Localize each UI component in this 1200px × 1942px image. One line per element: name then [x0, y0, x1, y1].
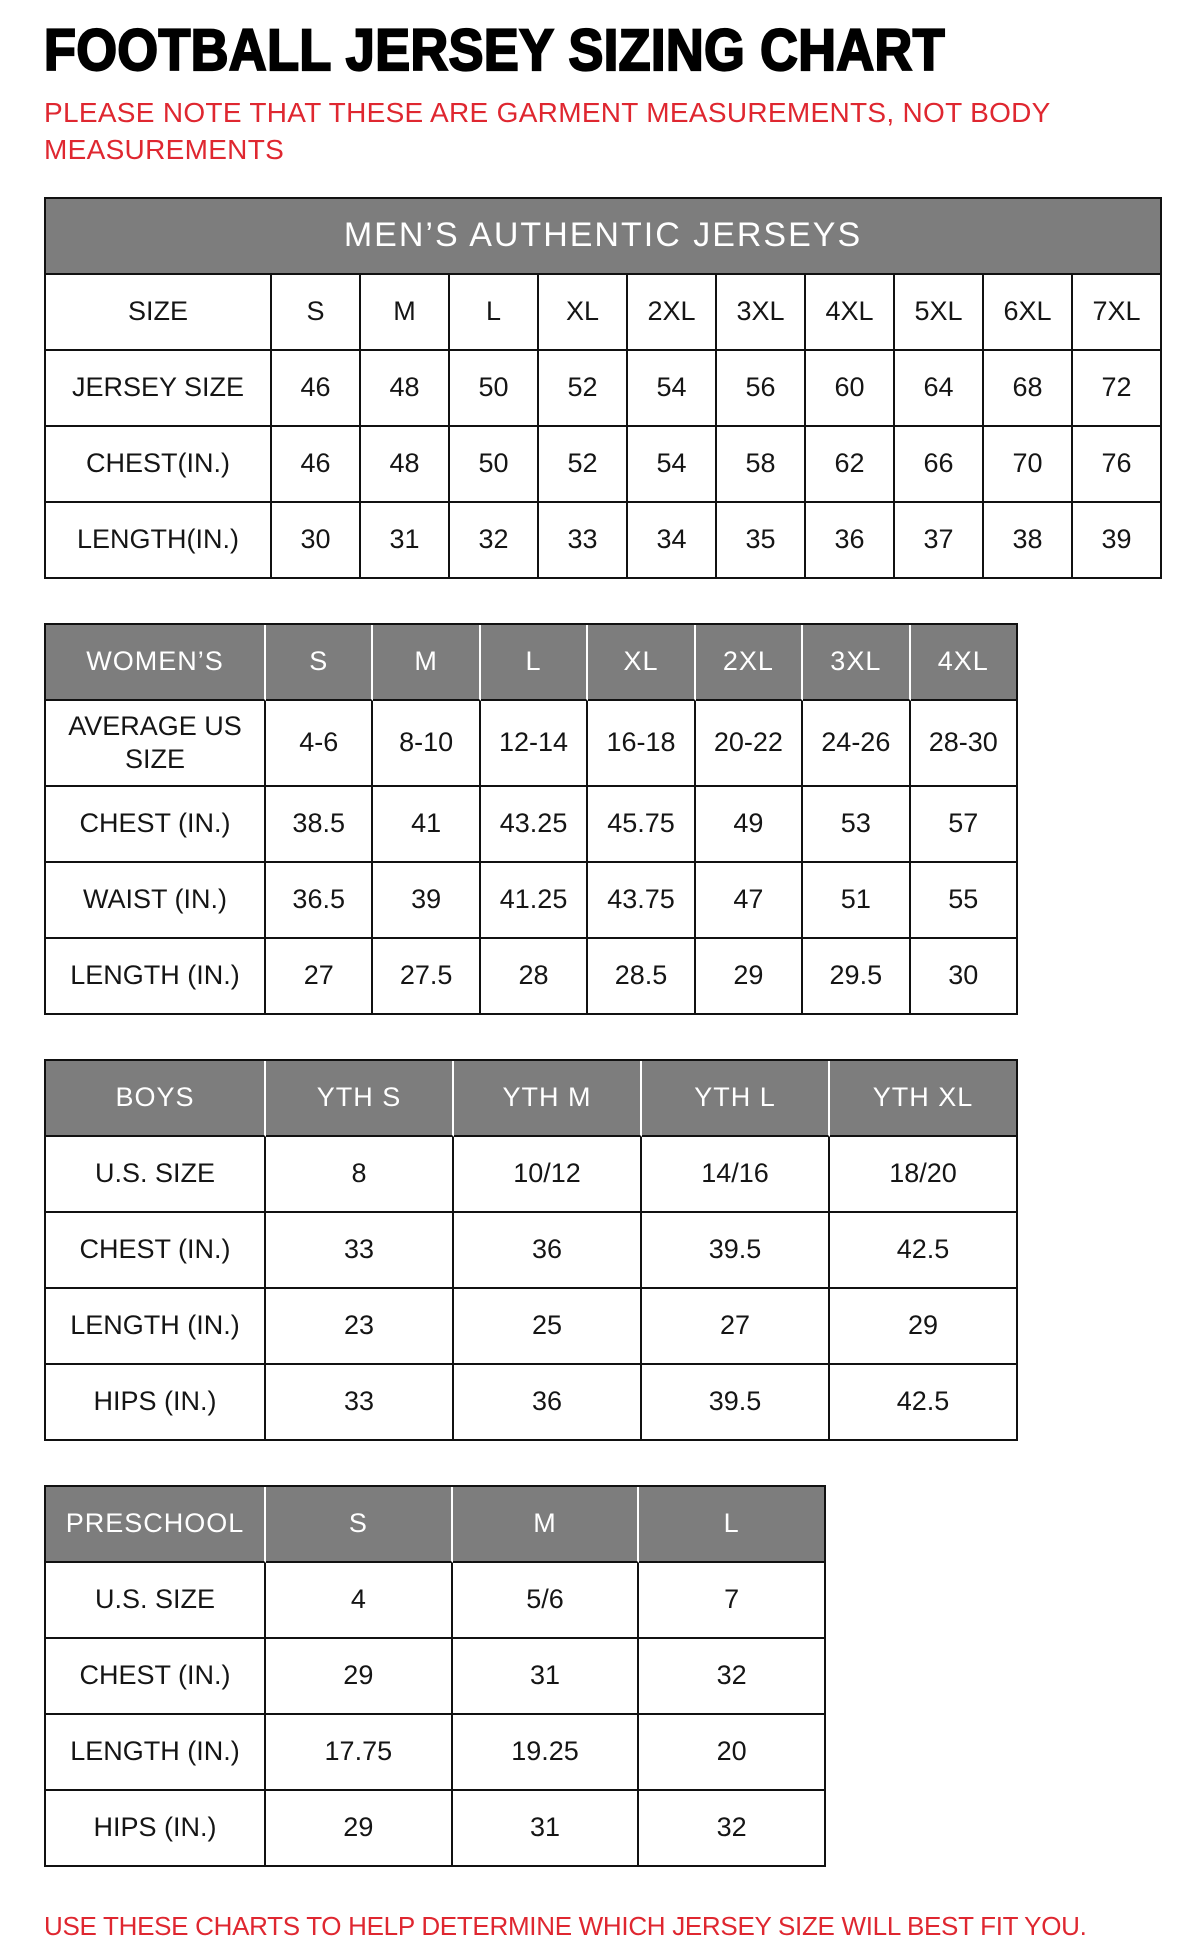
value-cell: 7: [639, 1563, 826, 1639]
value-cell: 10/12: [454, 1137, 642, 1213]
value-cell: 70: [984, 427, 1073, 503]
size-header-cell: 2XL: [628, 275, 717, 351]
table-row: [46, 1289, 1018, 1365]
value-cell: 64: [895, 351, 984, 427]
size-header-cell: 6XL: [984, 275, 1073, 351]
table-row: [46, 1137, 1018, 1213]
preschool-header-label: PRESCHOOL: [46, 1487, 266, 1563]
page-title: FOOTBALL JERSEY SIZING CHART: [44, 18, 946, 83]
size-header-cell: L: [639, 1487, 826, 1563]
value-cell: 39.5: [642, 1365, 830, 1441]
table-row: [46, 787, 1018, 863]
table-row: [46, 1365, 1018, 1441]
value-cell: 4: [266, 1563, 453, 1639]
value-cell: 37: [895, 503, 984, 579]
value-cell: 51: [803, 863, 910, 939]
row-label: U.S. SIZE: [46, 1137, 266, 1213]
value-cell: 38.5: [266, 787, 373, 863]
value-cell: 32: [450, 503, 539, 579]
boys-header-label: BOYS: [46, 1061, 266, 1137]
value-cell: 45.75: [588, 787, 695, 863]
size-header-cell: YTH XL: [830, 1061, 1018, 1137]
value-cell: 14/16: [642, 1137, 830, 1213]
size-header-cell: S: [266, 625, 373, 701]
table-row: [46, 1715, 826, 1791]
row-label: CHEST(IN.): [46, 427, 272, 503]
value-cell: 27.5: [373, 939, 480, 1015]
value-cell: 8-10: [373, 701, 480, 787]
mens-table-title: MEN’S AUTHENTIC JERSEYS: [46, 199, 1162, 275]
row-label: HIPS (IN.): [46, 1365, 266, 1441]
row-label: CHEST (IN.): [46, 1639, 266, 1715]
value-cell: 55: [911, 863, 1018, 939]
table-header-row: [46, 1487, 826, 1563]
value-cell: 28.5: [588, 939, 695, 1015]
value-cell: 72: [1073, 351, 1162, 427]
value-cell: 39: [1073, 503, 1162, 579]
value-cell: 50: [450, 351, 539, 427]
row-label: U.S. SIZE: [46, 1563, 266, 1639]
value-cell: 46: [272, 351, 361, 427]
size-header-cell: YTH S: [266, 1061, 454, 1137]
value-cell: 18/20: [830, 1137, 1018, 1213]
row-label: LENGTH (IN.): [46, 1715, 266, 1791]
value-cell: 8: [266, 1137, 454, 1213]
value-cell: 28-30: [911, 701, 1018, 787]
value-cell: 35: [717, 503, 806, 579]
row-label: HIPS (IN.): [46, 1791, 266, 1867]
value-cell: 43.75: [588, 863, 695, 939]
value-cell: 32: [639, 1639, 826, 1715]
table-row: [46, 939, 1018, 1015]
size-header-cell: M: [453, 1487, 640, 1563]
value-cell: 16-18: [588, 701, 695, 787]
womens-sizing-table: [44, 623, 1018, 1015]
value-cell: 39: [373, 863, 480, 939]
value-cell: 29: [266, 1791, 453, 1867]
table-title-row: [46, 199, 1162, 275]
value-cell: 31: [453, 1791, 640, 1867]
size-header-cell: YTH L: [642, 1061, 830, 1137]
value-cell: 66: [895, 427, 984, 503]
value-cell: 17.75: [266, 1715, 453, 1791]
value-cell: 76: [1073, 427, 1162, 503]
size-header-cell: M: [373, 625, 480, 701]
size-header-cell: 5XL: [895, 275, 984, 351]
value-cell: 23: [266, 1289, 454, 1365]
value-cell: 54: [628, 351, 717, 427]
row-label: LENGTH (IN.): [46, 1289, 266, 1365]
mens-header-label: SIZE: [46, 275, 272, 351]
size-header-cell: 4XL: [911, 625, 1018, 701]
table-row: [46, 863, 1018, 939]
value-cell: 50: [450, 427, 539, 503]
value-cell: 36: [806, 503, 895, 579]
footer-note: USE THESE CHARTS TO HELP DETERMINE WHICH JERSEY SIZE WILL BEST FIT YOU.: [44, 1910, 1087, 1941]
value-cell: 29: [696, 939, 803, 1015]
value-cell: 27: [266, 939, 373, 1015]
value-cell: 30: [272, 503, 361, 579]
size-header-cell: L: [481, 625, 588, 701]
value-cell: 49: [696, 787, 803, 863]
value-cell: 52: [539, 351, 628, 427]
row-label: LENGTH(IN.): [46, 503, 272, 579]
size-header-cell: YTH M: [454, 1061, 642, 1137]
size-header-cell: XL: [588, 625, 695, 701]
value-cell: 33: [266, 1365, 454, 1441]
value-cell: 53: [803, 787, 910, 863]
value-cell: 68: [984, 351, 1073, 427]
value-cell: 32: [639, 1791, 826, 1867]
value-cell: 33: [266, 1213, 454, 1289]
value-cell: 36: [454, 1213, 642, 1289]
value-cell: 39.5: [642, 1213, 830, 1289]
table-header-row: [46, 275, 1162, 351]
table-header-row: [46, 1061, 1018, 1137]
value-cell: 4-6: [266, 701, 373, 787]
size-header-cell: 3XL: [717, 275, 806, 351]
row-label: CHEST (IN.): [46, 1213, 266, 1289]
value-cell: 36: [454, 1365, 642, 1441]
table-row: [46, 1791, 826, 1867]
table-row: [46, 427, 1162, 503]
preschool-sizing-table: [44, 1485, 826, 1867]
row-label: CHEST (IN.): [46, 787, 266, 863]
value-cell: 28: [481, 939, 588, 1015]
value-cell: 29: [830, 1289, 1018, 1365]
row-label: LENGTH (IN.): [46, 939, 266, 1015]
table-row: [46, 1563, 826, 1639]
value-cell: 12-14: [481, 701, 588, 787]
value-cell: 24-26: [803, 701, 910, 787]
womens-header-label: WOMEN’S: [46, 625, 266, 701]
value-cell: 58: [717, 427, 806, 503]
size-header-cell: M: [361, 275, 450, 351]
value-cell: 5/6: [453, 1563, 640, 1639]
table-row: [46, 701, 1018, 787]
value-cell: 36.5: [266, 863, 373, 939]
value-cell: 43.25: [481, 787, 588, 863]
value-cell: 54: [628, 427, 717, 503]
value-cell: 42.5: [830, 1213, 1018, 1289]
size-header-cell: XL: [539, 275, 628, 351]
row-label: WAIST (IN.): [46, 863, 266, 939]
size-header-cell: 4XL: [806, 275, 895, 351]
value-cell: 48: [361, 351, 450, 427]
value-cell: 30: [911, 939, 1018, 1015]
row-label: AVERAGE US SIZE: [46, 701, 266, 787]
boys-sizing-table: [44, 1059, 1018, 1441]
value-cell: 47: [696, 863, 803, 939]
size-header-cell: 7XL: [1073, 275, 1162, 351]
table-row: [46, 351, 1162, 427]
table-row: [46, 1639, 826, 1715]
value-cell: 52: [539, 427, 628, 503]
value-cell: 41: [373, 787, 480, 863]
value-cell: 31: [453, 1639, 640, 1715]
value-cell: 19.25: [453, 1715, 640, 1791]
size-header-cell: S: [266, 1487, 453, 1563]
size-header-cell: S: [272, 275, 361, 351]
row-label: JERSEY SIZE: [46, 351, 272, 427]
value-cell: 46: [272, 427, 361, 503]
value-cell: 25: [454, 1289, 642, 1365]
table-row: [46, 1213, 1018, 1289]
value-cell: 29.5: [803, 939, 910, 1015]
value-cell: 42.5: [830, 1365, 1018, 1441]
value-cell: 34: [628, 503, 717, 579]
value-cell: 41.25: [481, 863, 588, 939]
measurement-note: PLEASE NOTE THAT THESE ARE GARMENT MEASUREMENTS, NOT BODY MEASUREMENTS: [44, 96, 1051, 165]
value-cell: 57: [911, 787, 1018, 863]
mens-authentic-jerseys-table: [44, 197, 1162, 579]
value-cell: 20-22: [696, 701, 803, 787]
value-cell: 56: [717, 351, 806, 427]
size-header-cell: 3XL: [803, 625, 910, 701]
value-cell: 31: [361, 503, 450, 579]
size-header-cell: 2XL: [696, 625, 803, 701]
value-cell: 38: [984, 503, 1073, 579]
value-cell: 27: [642, 1289, 830, 1365]
size-header-cell: L: [450, 275, 539, 351]
value-cell: 60: [806, 351, 895, 427]
value-cell: 29: [266, 1639, 453, 1715]
table-header-row: [46, 625, 1018, 701]
value-cell: 62: [806, 427, 895, 503]
value-cell: 33: [539, 503, 628, 579]
value-cell: 48: [361, 427, 450, 503]
table-row: [46, 503, 1162, 579]
value-cell: 20: [639, 1715, 826, 1791]
